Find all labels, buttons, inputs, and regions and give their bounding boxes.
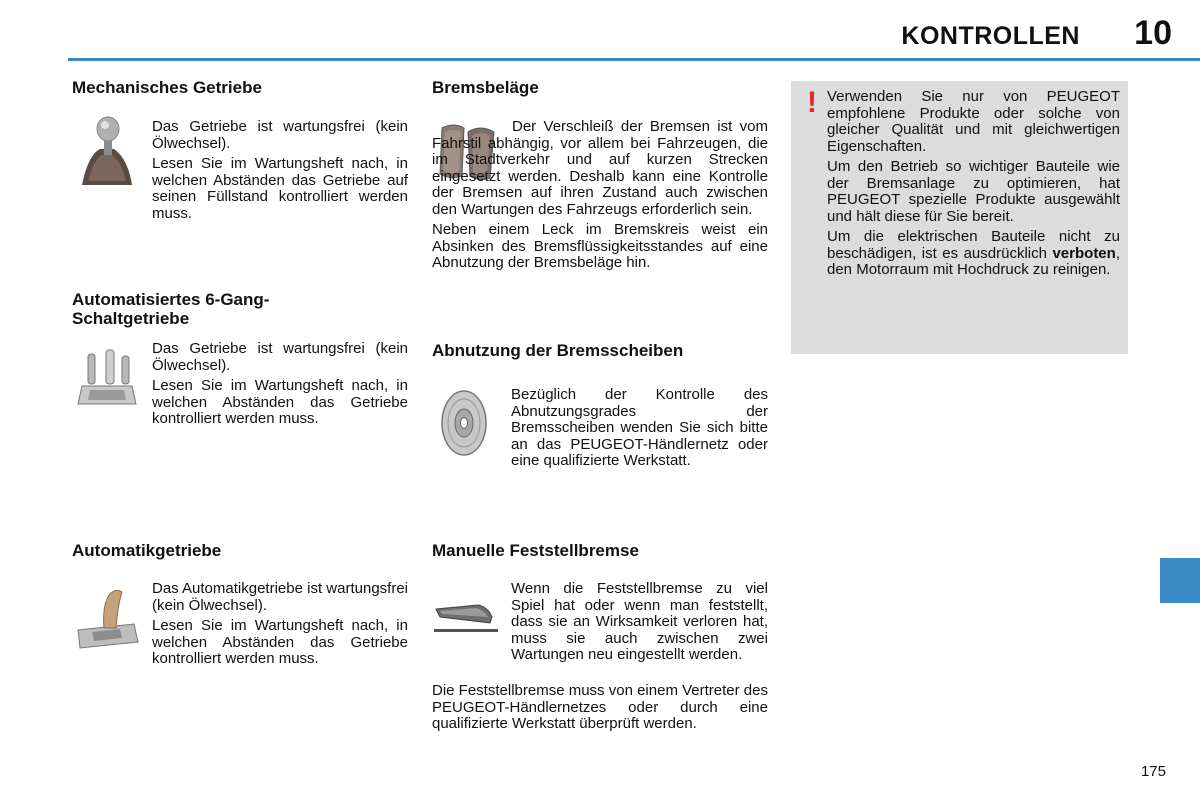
chapter-title: KONTROLLEN: [901, 22, 1080, 50]
automatic-gearbox-p1: Das Automatikgetriebe ist wartungsfrei (kein Ölwechsel).: [152, 580, 408, 614]
warning-text: [827, 89, 1120, 283]
chapter-tab: [1160, 558, 1200, 603]
page-number: 175: [1140, 763, 1166, 780]
heading-manual-gearbox: Mechanisches Getriebe: [72, 78, 262, 97]
brake-disc-icon: [436, 388, 492, 463]
manual-gearbox-p1: Das Getriebe ist wartungsfrei (kein Ölwechsel).: [152, 118, 408, 152]
automatic-gearbox-p2: Lesen Sie im Wartungsheft nach, in welchen Abständen das Getriebe kontrolliert werden muss.: [152, 617, 408, 667]
warning-p3: [827, 229, 1120, 279]
chapter-number: 10: [1134, 14, 1172, 52]
brake-pads-text: [432, 119, 768, 276]
automated-gearbox-text: [152, 341, 408, 432]
heading-brake-discs: Abnutzung der Bremsscheiben: [432, 341, 684, 360]
brake-discs-text: [511, 387, 768, 474]
heading-parking-brake: Manuelle Feststellbremse: [432, 541, 639, 560]
exclamation-icon: !: [807, 86, 817, 119]
manual-gearbox-text: [152, 119, 408, 226]
heading-automated-gearbox: Automatisiertes 6-Gang-Schaltgetriebe: [72, 290, 270, 328]
manual-gearbox-p2: Lesen Sie im Wartungsheft nach, in welchen Abständen das Getriebe auf seinen Füllstand kontrolliert werden muss.: [152, 155, 408, 222]
brake-pads-p2: Neben einem Leck im Bremskreis weist ein Absinken des Bremsflüssigkeitsstandes auf eine Abnutzung der Bremsbeläge hin.: [432, 221, 768, 271]
warning-p1: Verwenden Sie nur von PEUGEOT empfohlene Produkte oder solche von gleicher Qualität und mit gleichwertigen Eigenschaften.: [827, 88, 1120, 155]
parking-brake-p2: Die Feststellbremse muss von einem Vertreter des PEUGEOT-Händlernetzes oder durch eine qualifizierte Werkstatt überprüft werden.: [432, 682, 768, 732]
parking-brake-text-1: [511, 581, 768, 668]
warning-box: [791, 81, 1128, 354]
brake-discs-p1: Bezüglich der Kontrolle des Abnutzungsgrades der Bremsscheiben wenden Sie sich bitte an das PEUGEOT-Händlernetz oder eine qualifizierte Werkstatt.: [511, 386, 768, 469]
parking-brake-text-2: [432, 683, 768, 737]
header-rule: [68, 58, 1200, 61]
automatic-gearbox-text: [152, 581, 408, 672]
warning-p3-before: Um die elektrischen Bauteile nicht zu beschädigen, ist es ausdrücklich: [827, 228, 1120, 262]
parking-brake-lever-icon: [432, 595, 500, 644]
automatic-gear-selector-icon: [76, 584, 140, 655]
manual-gear-lever-icon: [78, 115, 136, 192]
automated-gearbox-p1: Das Getriebe ist wartungsfrei (kein Ölwechsel).: [152, 340, 408, 374]
heading-brake-pads: Bremsbeläge: [432, 78, 539, 97]
brake-pads-p1: Der Verschleiß der Bremsen ist vom Fahrstil abhängig, vor allem bei Fahrzeugen, die im Stadtverkehr und auf kurzen Strecken eingesetzt werden. Deshalb kann eine Kontrolle der Bremsen auf ihren Zustand auch zwischen den Wartungen des Fahrzeugs erforderlich sein.: [432, 118, 768, 218]
warning-p3-bold: verboten: [1052, 244, 1116, 262]
automated-gearbox-p2: Lesen Sie im Wartungsheft nach, in welchen Abständen das Getriebe kontrolliert werden muss.: [152, 377, 408, 427]
parking-brake-p1: Wenn die Feststellbremse zu viel Spiel hat oder wenn man feststellt, dass sie an Wirksamkeit verloren hat, muss sie auch zwischen zwei Wartungen neu eingestellt werden.: [511, 580, 768, 663]
automated-gearbox-levers-icon: [76, 346, 140, 415]
warning-p3-after: , den Motorraum mit Hochdruck zu reinigen.: [827, 244, 1120, 278]
heading-automatic-gearbox: Automatikgetriebe: [72, 541, 222, 560]
warning-p2: Um den Betrieb so wichtiger Bauteile wie der Bremsanlage zu optimieren, hat PEUGEOT spezielle Produkte ausgewählt und hält diese für Sie bereit.: [827, 158, 1120, 225]
